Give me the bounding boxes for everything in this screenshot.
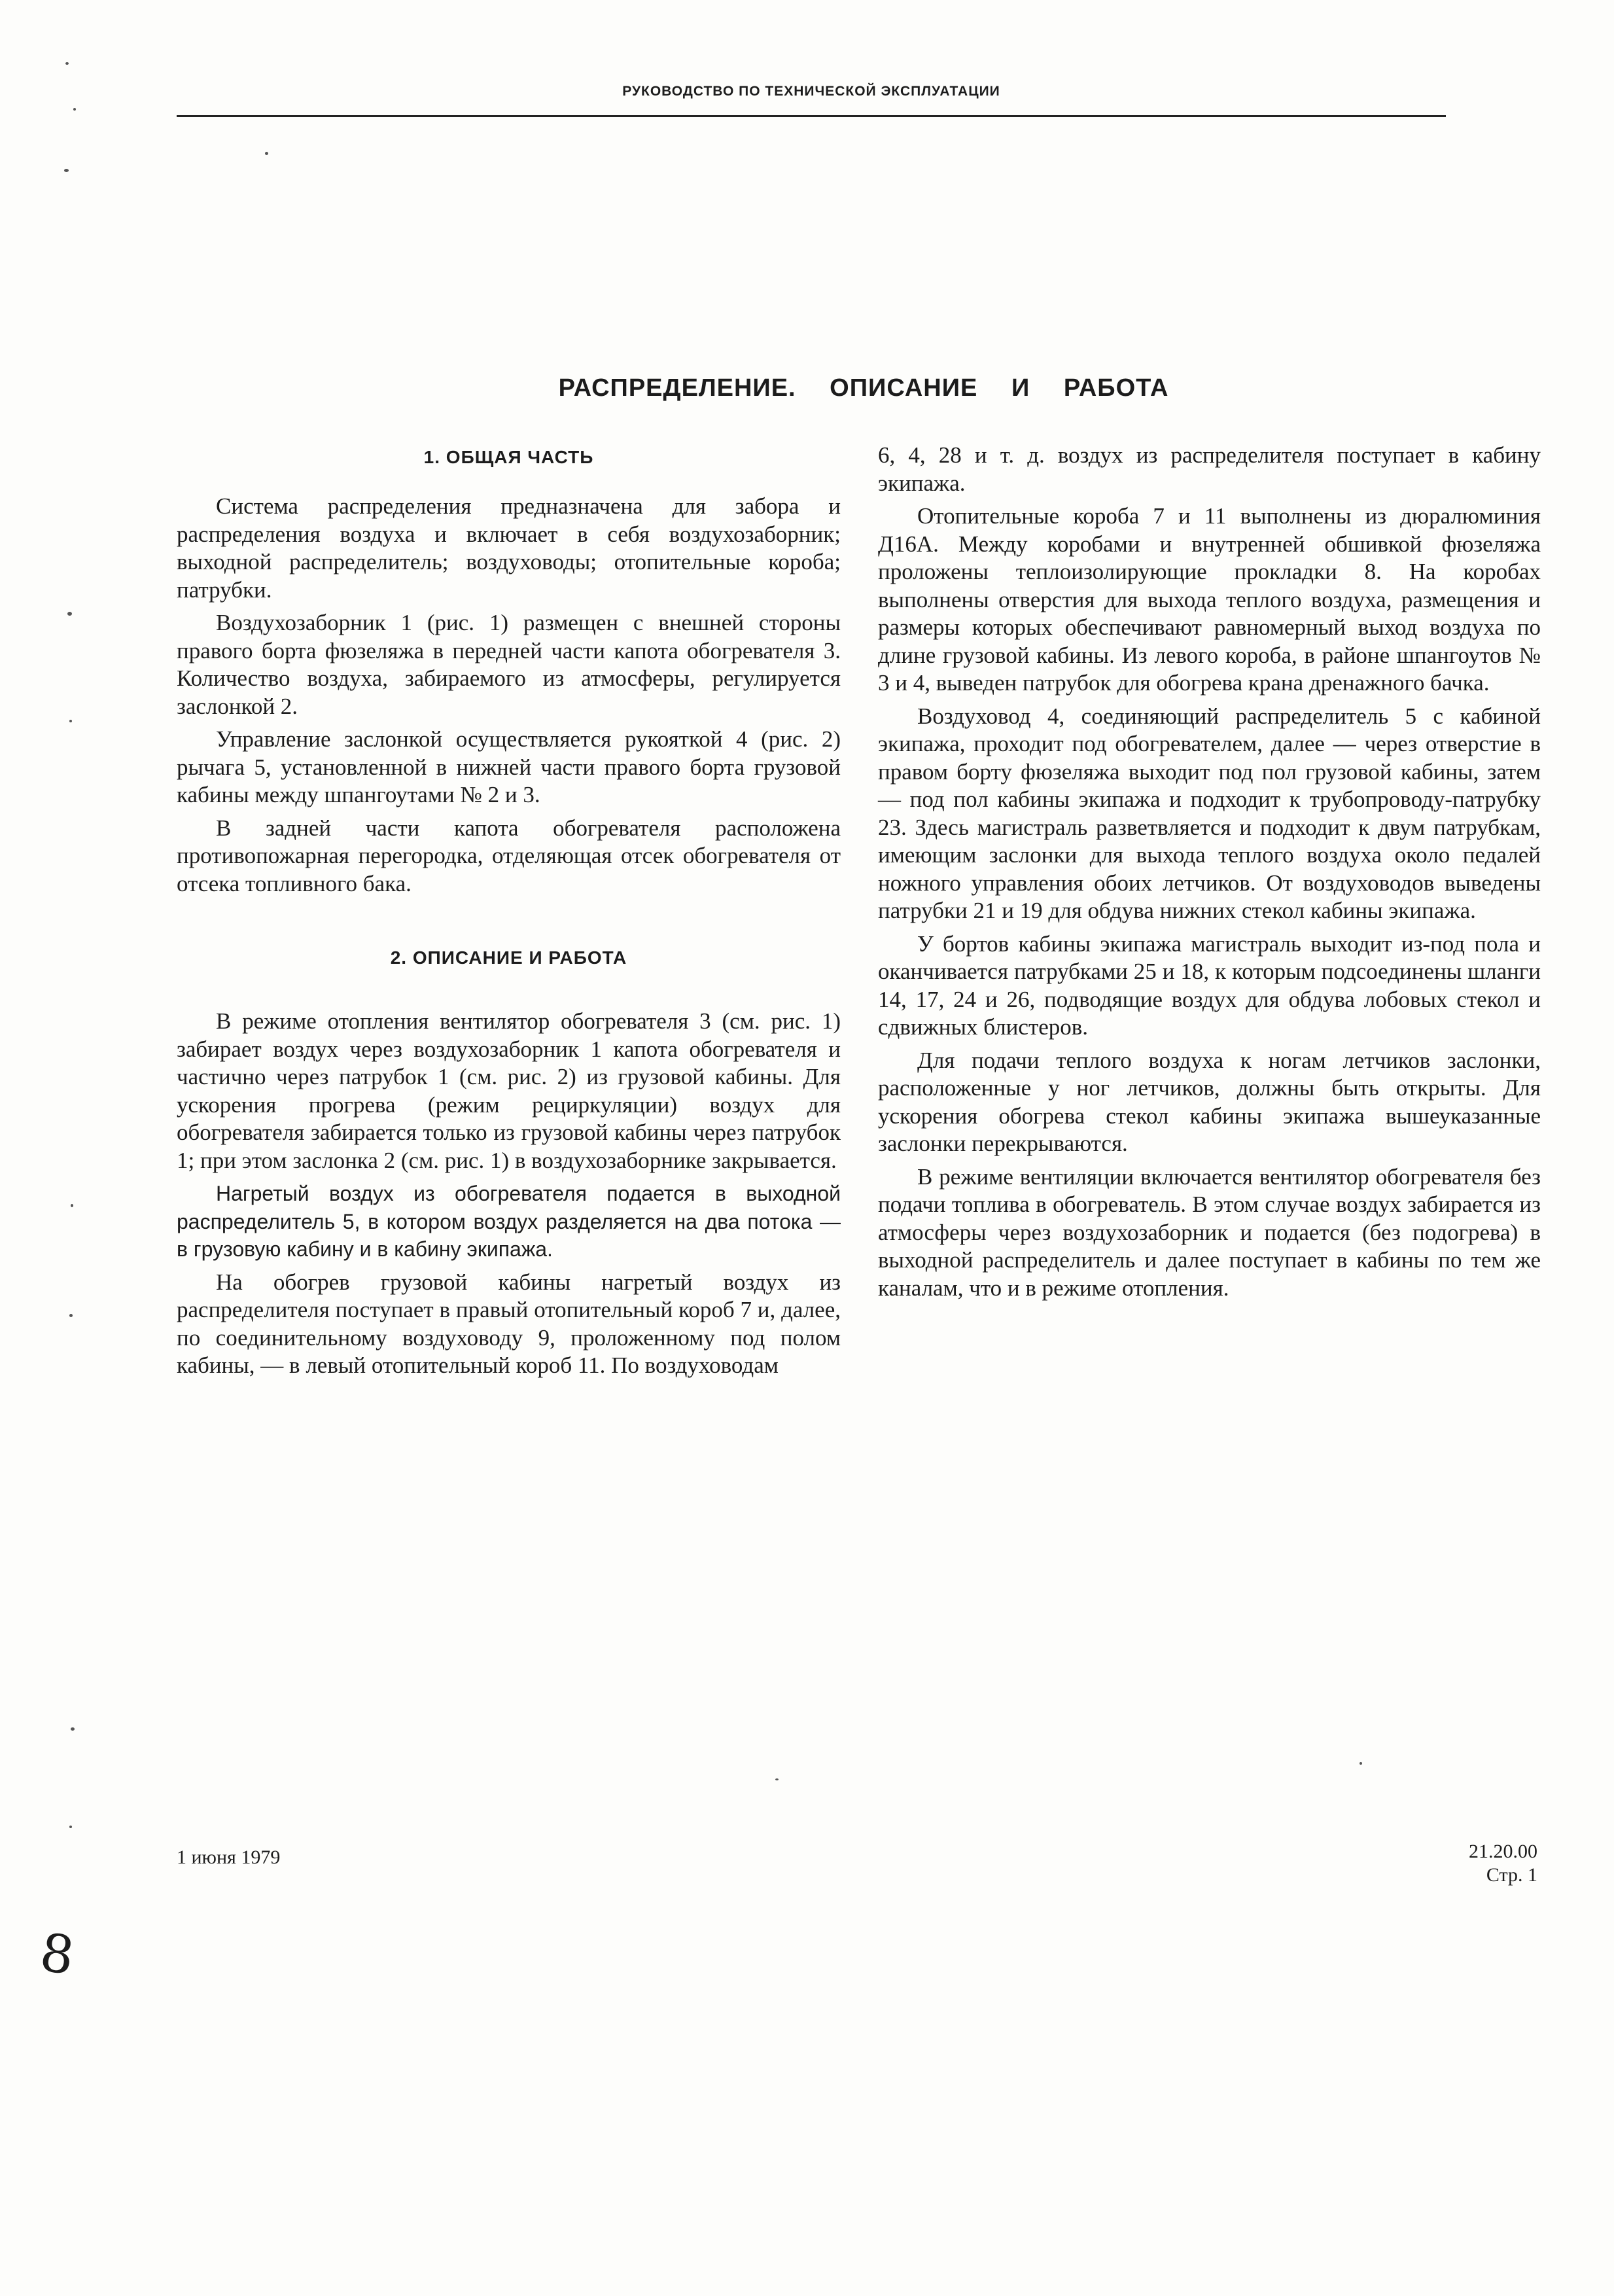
left-column <box>177 442 841 1385</box>
scan-speck <box>73 108 76 111</box>
paragraph: Воздуховод 4, соединяющий распределитель 5 с кабиной экипажа, проходит под обогревателем, далее — через отверстие в правом борту фюзеляжа выходит под пол грузовой кабины, затем — под пол кабины экипажа и подходит к трубопроводу-патрубку 23. Здесь магистраль разветвляется и подходит к двум патрубкам, имеющим заслонки для выхода теплого воздуха около педалей ножного управления обоих летчиков. От воздуховодов выведены патрубки 21 и 19 для обдува нижних стекол кабины экипажа. <box>878 703 1541 923</box>
paragraph: В задней части капота обогревателя расположена противопожарная перегородка, отделяющая отсек обогревателя от отсека топливного бака. <box>177 815 841 896</box>
scan-speck <box>65 62 69 65</box>
header-rule <box>177 115 1446 117</box>
document-code: 21.20.00 <box>1469 1841 1537 1862</box>
page-number: Стр. 1 <box>1486 1864 1537 1886</box>
scan-speck <box>69 1314 73 1317</box>
paragraph: Для подачи теплого воздуха к ногам летчиков заслонки, расположенные у ног летчиков, должны быть открыты. Для ускорения обогрева стекол кабины экипажа вышеуказанные заслонки перекрываются. <box>878 1047 1541 1156</box>
scan-speck <box>69 1826 72 1828</box>
paragraph: Управление заслонкой осуществляется рукояткой 4 (рис. 2) рычага 5, установленной в нижней части правого борта грузовой кабины между шпангоутами № 2 и 3. <box>177 726 841 807</box>
paragraph: На обогрев грузовой кабины нагретый воздух из распределителя поступает в правый отопительный короб 7 и, далее, по соединительному воздуховоду 9, проложенному под полом кабины, — в левый отопительный короб 11. По воздуховодам <box>177 1269 841 1378</box>
issue-date: 1 июня 1979 <box>177 1846 281 1868</box>
right-column <box>878 442 1541 1307</box>
scan-speck <box>64 169 69 172</box>
handwritten-page-mark: 8 <box>36 1921 79 1987</box>
paragraph: В режиме вентиляции включается вентилятор обогревателя без подачи топлива в обогреватель. В этом случае воздух забирается из атмосферы через воздухозаборник и подается (без подогрева) в выходной распределитель и далее поступает в кабины по тем же каналам, что и в режиме отопления. <box>878 1163 1541 1301</box>
paragraph: В режиме отопления вентилятор обогревателя 3 (см. рис. 1) забирает воздух через воздухозаборник 1 капота обогревателя и частично через патрубок 1 (см. рис. 2) из грузовой кабины. Для ускорения прогрева (режим рециркуляции) воздух для обогревателя забирается только из грузовой кабины через патрубок 1; при этом заслонка 2 (см. рис. 1) в воздухозаборнике закрывается. <box>177 1008 841 1173</box>
page-reference <box>1407 1840 1537 1887</box>
running-header: РУКОВОДСТВО ПО ТЕХНИЧЕСКОЙ ЭКСПЛУАТАЦИИ <box>622 84 1000 99</box>
paragraph: Отопительные короба 7 и 11 выполнены из дюралюминия Д16А. Между коробами и внутренней обшивкой фюзеляжа проложены теплоизолирующие прокладки 8. На коробах выполнены отверстия для выхода теплого воздуха, размещения и размеры которых обеспечивают равномерный выход воздуха по длине грузовой кабины. Из левого короба, в районе шпангоутов № 3 и 4, выведен патрубок для обогрева крана дренажного бачка. <box>878 503 1541 696</box>
scan-speck <box>67 612 72 616</box>
scan-speck <box>1360 1762 1362 1765</box>
paragraph: Воздухозаборник 1 (рис. 1) размещен с внешней стороны правого борта фюзеляжа в передней части капота обогревателя 3. Количество воздуха, забираемого из атмосферы, регулируется заслонкой 2. <box>177 610 841 719</box>
scan-speck <box>71 1727 75 1731</box>
paragraph: Нагретый воздух из обогревателя подается в выходной распределитель 5, в котором воздух разделяется на два потока — в грузовую кабину и в кабину экипажа. <box>177 1182 841 1261</box>
section-2-heading: 2. ОПИСАНИЕ И РАБОТА <box>390 947 627 968</box>
paragraph: 6, 4, 28 и т. д. воздух из распределителя поступает в кабину экипажа. <box>878 442 1541 496</box>
paragraph: Система распределения предназначена для забора и распределения воздуха и включает в себя воздухозаборник; выходной распределитель; воздуховоды; отопительные короба; патрубки. <box>177 493 841 603</box>
scan-speck <box>69 720 72 722</box>
paragraph: У бортов кабины экипажа магистраль выходит из-под пола и оканчивается патрубками 25 и 18, к которым подсоединены шланги 14, 17, 24 и 26, подводящие воздух для обдува лобовых стекол и сдвижных блистеров. <box>878 930 1541 1040</box>
scan-speck <box>71 1204 73 1207</box>
page-title: РАСПРЕДЕЛЕНИЕ. ОПИСАНИЕ И РАБОТА <box>558 374 1169 402</box>
section-1-heading: 1. ОБЩАЯ ЧАСТЬ <box>423 447 594 467</box>
scan-speck <box>775 1778 779 1780</box>
scan-speck <box>265 152 268 155</box>
